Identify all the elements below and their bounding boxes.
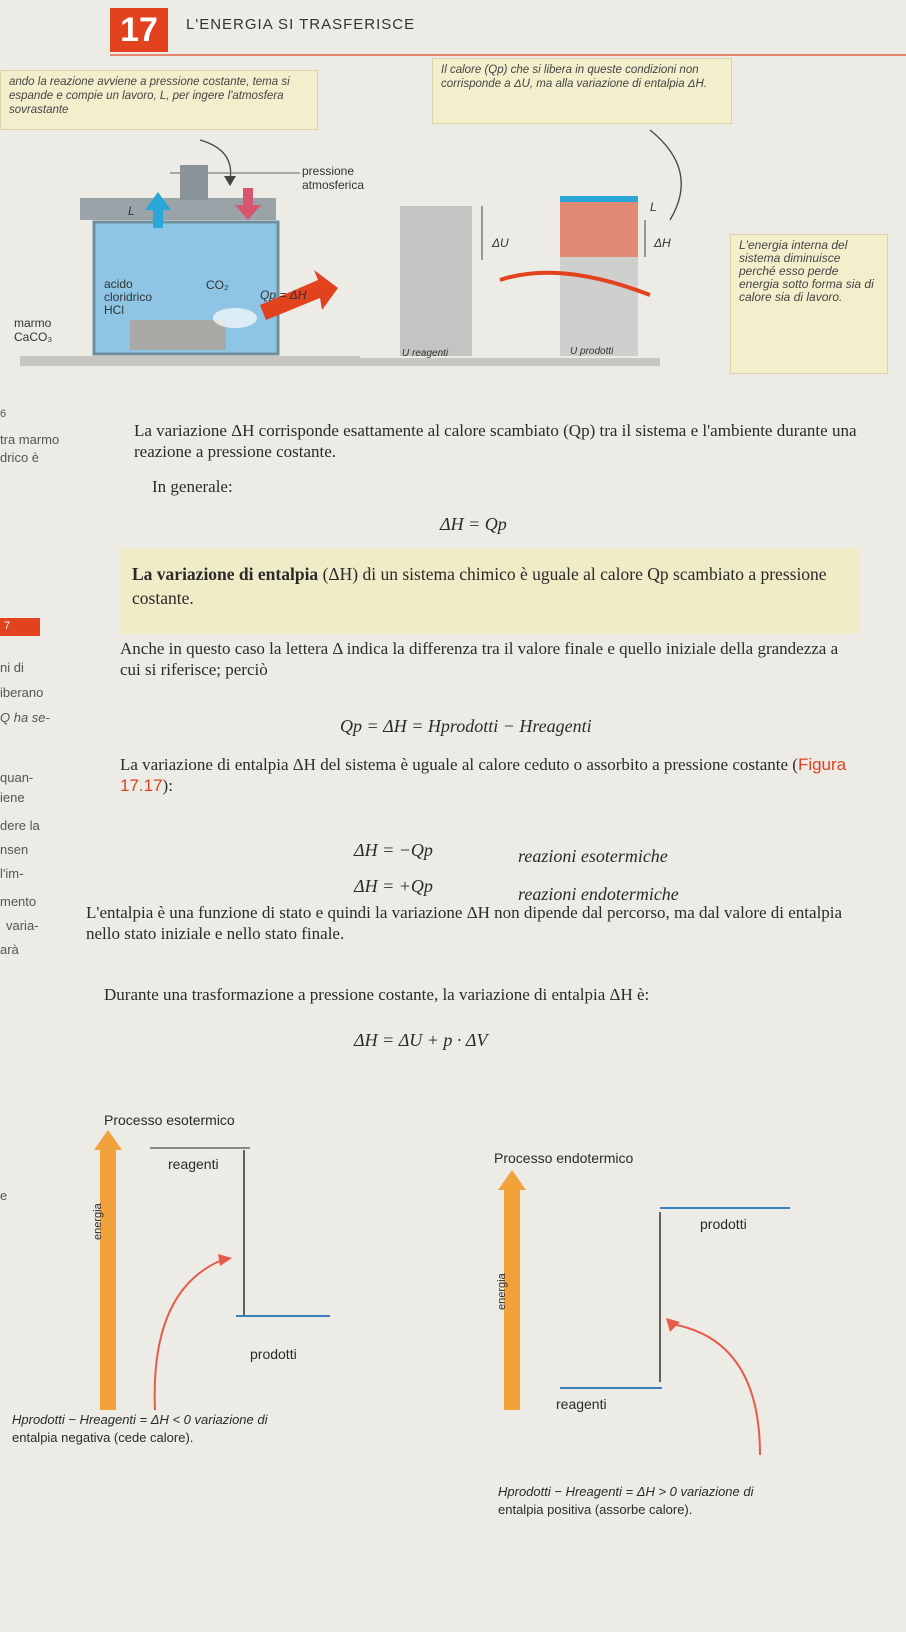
equation-5: ΔH = ΔU + p · ΔV	[354, 1030, 488, 1050]
margin-number-6: 6	[0, 408, 7, 420]
endo-caption-text: entalpia positiva (assorbe calore).	[498, 1502, 693, 1517]
piston-rod	[180, 165, 208, 200]
margin-note: iberano	[0, 685, 44, 700]
margin-note: drico è	[0, 450, 40, 465]
energy-bar-products-top	[560, 202, 638, 257]
paragraph-4: L'entalpia è una funzione di stato e quindi la variazione ΔH non dipende dal percorso, ma dal valore di entalpia nello stato iniziale e nello stato finale.	[86, 903, 843, 943]
co2-bubbles	[213, 308, 257, 328]
paragraph-3-b: ):	[162, 776, 173, 795]
paragraph-3	[120, 754, 860, 796]
co2-label: CO₂	[206, 278, 229, 292]
L-arrow-blue	[560, 196, 638, 202]
endo-caption-formula: Hprodotti − Hreagenti = ΔH > 0 variazione di	[498, 1484, 754, 1499]
margin-note: mento	[0, 894, 37, 909]
endo-axis-label: energia	[496, 1273, 508, 1310]
margin-number-7: 7	[4, 620, 11, 632]
energy-bar-products	[560, 257, 638, 356]
endo-title: Processo endotermico	[494, 1150, 634, 1166]
figure-note-left: ando la reazione avviene a pressione costante, tema si espande e compie un lavoro, L, per ingere l'atmosfera sovrastante	[0, 70, 318, 130]
deltaH-label: ΔH	[654, 236, 671, 250]
exo-axis-label: energia	[92, 1203, 104, 1240]
energy-diagrams	[0, 1110, 906, 1530]
paragraph-3-a: La variazione di entalpia ΔH del sistema è uguale al calore ceduto o assorbito a pressione costante (	[120, 755, 798, 774]
exo-reagenti-label: reagenti	[168, 1156, 219, 1172]
figure-ref[interactable]: Figura 17.17	[120, 755, 847, 795]
margin-note: tra marmo	[0, 432, 60, 447]
exo-caption-formula: Hprodotti − Hreagenti = ΔH < 0 variazione di	[12, 1412, 268, 1427]
margin-note: ni di	[0, 660, 24, 675]
definition-bold: La variazione di entalpia	[132, 564, 319, 584]
paragraph-1: La variazione ΔH corrisponde esattamente al calore scambiato (Qp) tra il sistema e l'ambiente durante una reazione a pressione costante.	[134, 421, 857, 461]
margin-note: dere la	[0, 818, 40, 833]
pressure-label: pressione atmosferica	[302, 164, 365, 192]
endo-prodotti-label: prodotti	[700, 1216, 747, 1232]
margin-note: iene	[0, 790, 25, 805]
label-exo: reazioni esotermiche	[518, 846, 668, 866]
apparatus-figure	[0, 110, 906, 390]
margin-note: arà	[0, 942, 19, 957]
equation-endo: ΔH = +Qp	[354, 876, 433, 896]
margin-note: l'im-	[0, 866, 24, 881]
U-reagenti-label: U reagenti	[402, 348, 449, 359]
figure-note-bottom-right: L'energia interna del sistema diminuisce perché esso perde energia sotto forma sia di calore sia di lavoro.	[730, 234, 888, 374]
margin-note: e	[0, 1188, 8, 1203]
equation-2: Qp = ΔH = Hprodotti − Hreagenti	[340, 716, 592, 736]
L-label: L	[128, 204, 135, 218]
qp-label: Qp = ΔH	[260, 288, 307, 302]
U-prodotti-label: U prodotti	[570, 346, 614, 357]
margin-note: nsen	[0, 842, 29, 857]
energy-bar-reagents	[400, 206, 472, 356]
energy-base	[360, 358, 660, 366]
margin-note: Q ha se-	[0, 710, 50, 725]
L-label-right: L	[650, 200, 657, 214]
exo-caption-text: entalpia negativa (cede calore).	[12, 1430, 194, 1445]
deltaU-label: ΔU	[492, 236, 509, 250]
header-rule	[110, 54, 906, 56]
marble-label: marmo CaCO₃	[14, 316, 53, 344]
marble-block	[130, 320, 226, 350]
figure-note-right: Il calore (Qp) che si libera in queste condizioni non corrisponde a ΔU, ma alla variazione di entalpia ΔH.	[432, 58, 732, 124]
equation-1: ΔH = Qp	[440, 514, 507, 534]
chapter-title: L'ENERGIA SI TRASFERISCE	[186, 16, 416, 33]
paragraph-5: Durante una trasformazione a pressione costante, la variazione di entalpia ΔH è:	[104, 985, 650, 1004]
paragraph-2: Anche in questo caso la lettera Δ indica la differenza tra il valore finale e quello iniziale della grandezza a cui si riferisce; perciò	[120, 639, 839, 679]
exo-title: Processo esotermico	[104, 1112, 235, 1128]
margin-note: varia-	[6, 918, 39, 933]
definition-text	[132, 562, 852, 610]
paragraph-1-cont: In generale:	[152, 477, 233, 496]
label-endo: reazioni endotermiche	[518, 884, 679, 904]
definition-rest: (ΔH) di un sistema chimico è uguale al calore Qp scambiato a pressione costante.	[132, 564, 827, 608]
exo-heat-arrow	[155, 1260, 222, 1410]
exo-prodotti-label: prodotti	[250, 1346, 297, 1362]
equation-exo: ΔH = −Qp	[354, 840, 433, 860]
margin-note: quan-	[0, 770, 34, 785]
chapter-number-badge: 17	[110, 8, 168, 52]
endo-heat-arrow	[672, 1324, 760, 1455]
endo-reagenti-label: reagenti	[556, 1396, 607, 1412]
bench	[20, 356, 360, 366]
exo-energy-axis	[94, 1130, 122, 1410]
acid-label: acido cloridrico HCl	[104, 277, 153, 317]
